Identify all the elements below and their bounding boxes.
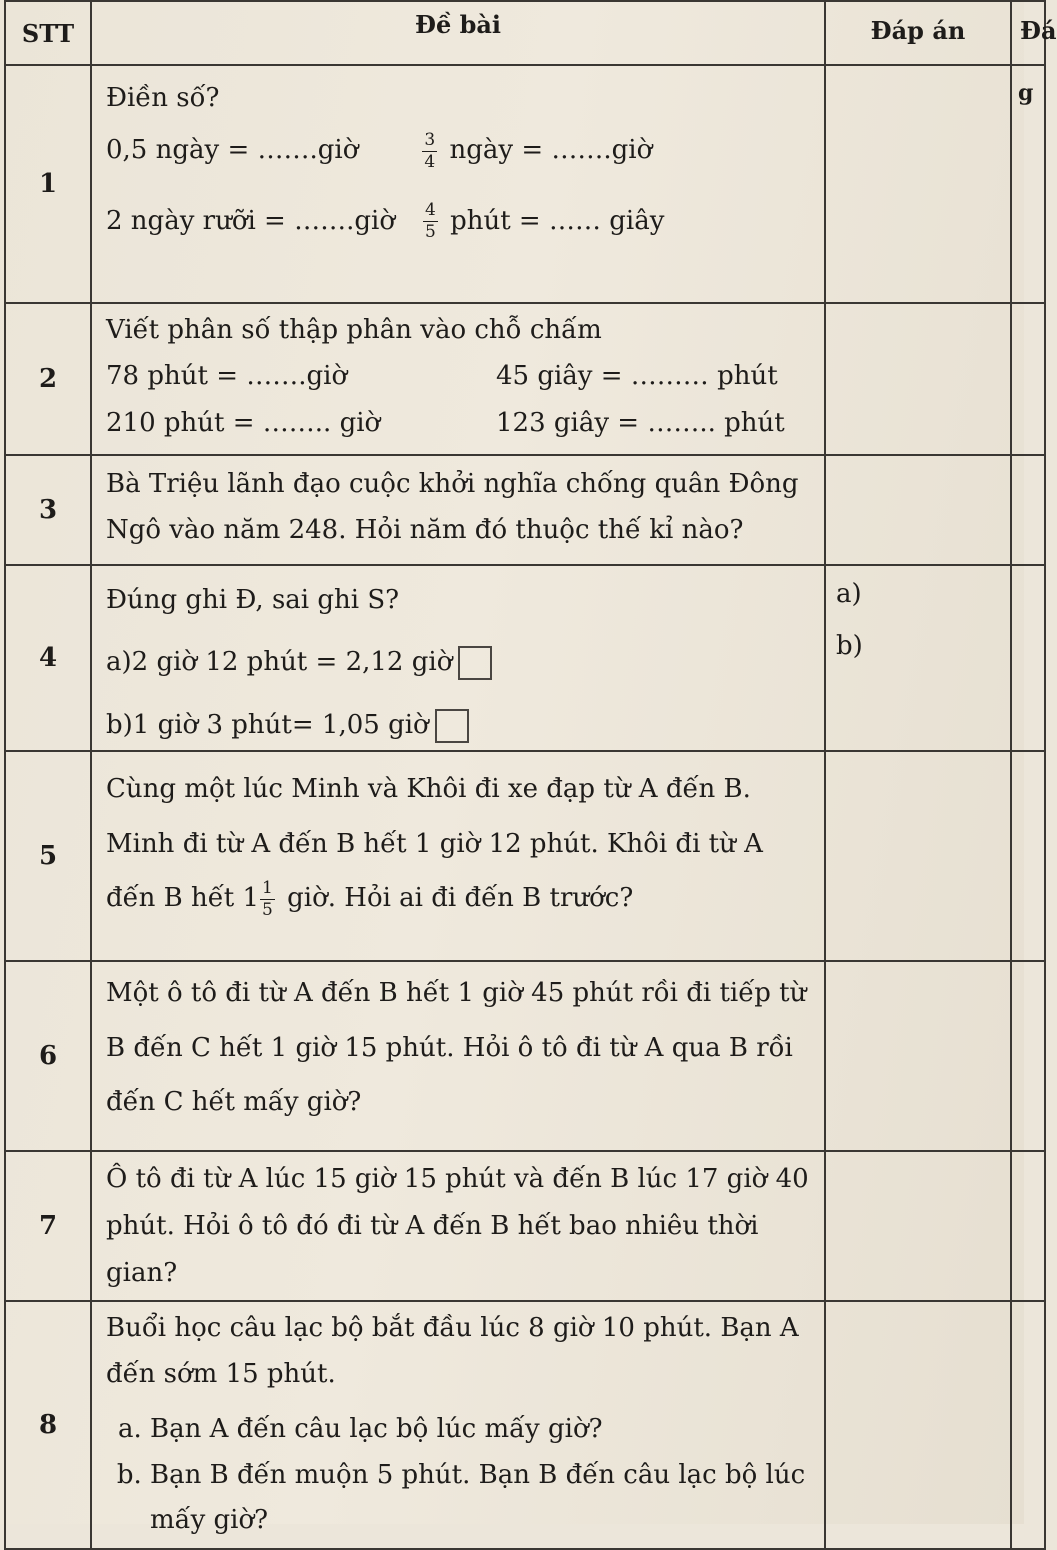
question-text: Cùng một lúc Minh và Khôi đi xe đạp từ A đến B. Minh đi từ A đến B hết 1 giờ 12 phút. Khôi đi từ A đến B hết [106, 774, 763, 914]
mixed-number [242, 877, 287, 920]
header-extra: Đá [1011, 1, 1045, 65]
fraction-numerator: 4 [424, 200, 436, 221]
fraction-denominator: 5 [262, 899, 273, 920]
question-cell [91, 961, 825, 1151]
statement-text: a)2 giờ 12 phút = 2,12 giờ [106, 647, 453, 678]
statement-text: b)1 giờ 3 phút= 1,05 giờ [106, 709, 429, 740]
answer-label-b: b) [836, 630, 863, 661]
answer-cell[interactable] [825, 65, 1011, 303]
extra-cell [1011, 961, 1045, 1151]
extra-cell: g [1011, 65, 1045, 303]
question-text: giờ. Hỏi ai đi đến B trước? [287, 883, 634, 914]
question-cell [91, 303, 825, 455]
row-number: 7 [5, 1151, 91, 1301]
answer-cell[interactable] [825, 751, 1011, 961]
answer-label-a: a) [836, 579, 862, 609]
mixed-whole: 1 [242, 883, 260, 914]
fill-item: 0,5 ngày = …….giờ [106, 135, 359, 166]
checkbox-b[interactable] [435, 709, 469, 743]
table-row [5, 303, 1045, 455]
fraction-denominator: 5 [424, 222, 436, 243]
header-stt: STT [5, 1, 91, 65]
fill-item: 45 giây = ……… phút [496, 361, 778, 392]
checkbox-a[interactable] [458, 646, 492, 680]
table-row [5, 961, 1045, 1151]
extra-cell [1011, 751, 1045, 961]
fill-item [419, 201, 664, 242]
fill-item: 2 ngày rưỡi = …….giờ [106, 205, 395, 236]
fraction [260, 877, 275, 920]
sub-question-a: a. Bạn A đến câu lạc bộ lúc mấy giờ? [150, 1407, 814, 1453]
table-row [5, 751, 1045, 961]
question-cell [91, 751, 825, 961]
table-row [5, 455, 1045, 565]
fraction-numerator: 1 [262, 877, 273, 898]
question-cell [91, 1301, 825, 1549]
fill-item: 78 phút = …….giờ [106, 361, 348, 392]
extra-cell [1011, 1301, 1045, 1549]
answer-cell[interactable] [825, 1301, 1011, 1549]
question-cell [91, 65, 825, 303]
question-cell [91, 1151, 825, 1301]
statement-a [106, 642, 814, 682]
question-title: Viết phân số thập phân vào chỗ chấm [106, 315, 602, 345]
question-text: Ô tô đi từ A lúc 15 giờ 15 phút và đến B lúc 17 giờ 40 phút. Hỏi ô tô đó đi từ A đến B hết bao nhiêu thời gian? [106, 1164, 809, 1288]
table-row [5, 565, 1045, 751]
question-cell [91, 565, 825, 751]
fill-text: ngày = …….giờ [449, 135, 653, 166]
fraction-denominator: 4 [424, 151, 436, 172]
question-title: Đúng ghi Đ, sai ghi S? [106, 585, 400, 615]
answer-cell[interactable] [825, 961, 1011, 1151]
statement-b [106, 705, 814, 745]
question-text: Buổi học câu lạc bộ bắt đầu lúc 8 giờ 10 phút. Bạn A đến sớm 15 phút. [106, 1313, 799, 1389]
header-question: Đề bài [91, 1, 825, 65]
question-text: Bà Triệu lãnh đạo cuộc khởi nghĩa chống quân Đông Ngô vào năm 248. Hỏi năm đó thuộc thế kỉ nào? [106, 469, 799, 545]
fill-item: 123 giây = …….. phút [496, 407, 785, 438]
question-cell [91, 455, 825, 565]
fraction-numerator: 3 [424, 129, 436, 150]
fill-item: 210 phút = …….. giờ [106, 407, 381, 438]
row-number: 1 [5, 65, 91, 303]
question-text: Một ô tô đi từ A đến B hết 1 giờ 45 phút rồi đi tiếp từ B đến C hết 1 giờ 15 phút. Hỏi ô tô đi từ A qua B rồi đến C hết mấy giờ? [106, 978, 807, 1118]
row-number: 4 [5, 565, 91, 751]
row-number: 3 [5, 455, 91, 565]
header-row [5, 1, 1045, 65]
exercise-table [4, 0, 1057, 1550]
answer-cell[interactable] [825, 1151, 1011, 1301]
table-row [5, 1151, 1045, 1301]
row-number: 6 [5, 961, 91, 1151]
fill-text: phút = …… giây [450, 205, 665, 236]
header-answer: Đáp án [825, 1, 1011, 65]
extra-cell [1011, 1151, 1045, 1301]
sub-question-list [106, 1407, 814, 1544]
question-title: Điền số? [106, 83, 220, 113]
answer-cell[interactable] [825, 565, 1011, 751]
fraction [423, 202, 438, 241]
fill-item [418, 130, 652, 171]
fraction [422, 129, 437, 172]
extra-cell [1011, 455, 1045, 565]
row-number: 8 [5, 1301, 91, 1549]
row-number: 2 [5, 303, 91, 455]
answer-cell[interactable] [825, 455, 1011, 565]
table-row [5, 65, 1045, 303]
sub-question-b: b. Bạn B đến muộn 5 phút. Bạn B đến câu lạc bộ lúc mấy giờ? [150, 1453, 814, 1544]
table-row [5, 1301, 1045, 1549]
extra-cell [1011, 565, 1045, 751]
row-number: 5 [5, 751, 91, 961]
extra-cell [1011, 303, 1045, 455]
answer-cell[interactable] [825, 303, 1011, 455]
